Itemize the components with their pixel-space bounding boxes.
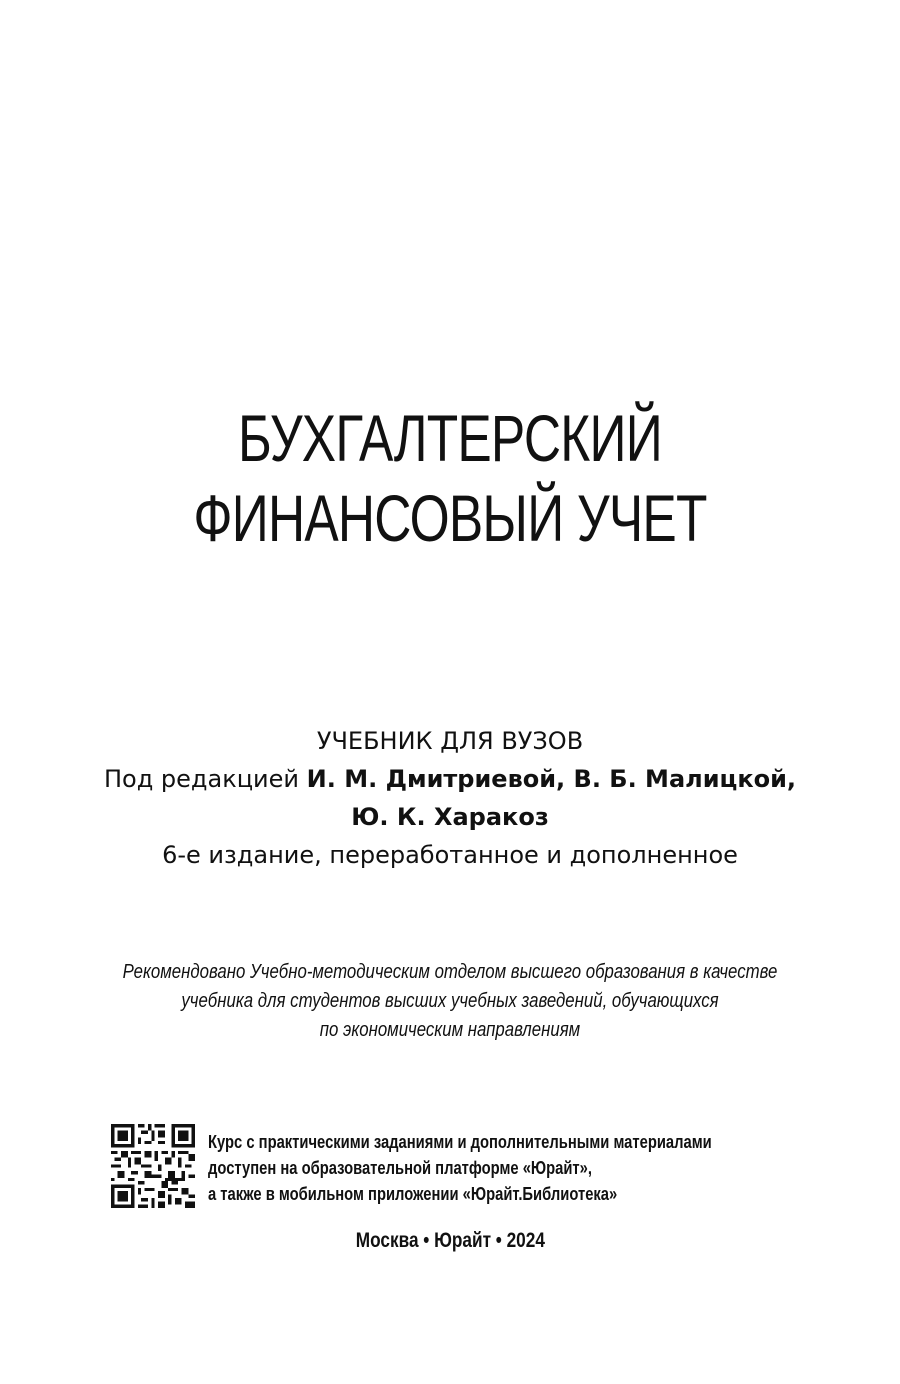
course-info-line-2: доступен на образовательной платформе «Юрайт», [208,1158,592,1178]
book-title [0,398,900,558]
course-info-line-1: Курс с практическими заданиями и дополнительными материалами [208,1132,712,1152]
book-type: УЧЕБНИК ДЛЯ ВУЗОВ [316,727,584,755]
editor-names-2: Ю. К. Харакоз [351,803,549,831]
recommendation [0,958,900,1045]
course-info-line-3: а также в мобильном приложении «Юрайт.Библиотека» [208,1184,618,1204]
editors-line-1 [0,760,900,798]
book-title-line-2: ФИНАНСОВЫЙ УЧЕТ [193,481,707,555]
recommendation-line-3: по экономическим направлениям [319,1019,581,1041]
imprint [0,1227,900,1255]
qr-code-icon[interactable] [110,1124,196,1208]
imprint-text: Москва • Юрайт • 2024 [355,1229,545,1252]
recommendation-line-2: учебника для студентов высших учебных заведений, обучающихся [181,990,719,1012]
book-title-line-1: БУХГАЛТЕРСКИЙ [238,401,662,475]
recommendation-line-1: Рекомендовано Учебно-методическим отделом высшего образования в качестве [122,961,778,983]
edition-note: 6-е издание, переработанное и дополненное [162,841,738,869]
editor-names-1: И. М. Дмитриевой, В. Б. Малицкой, [306,765,797,793]
book-meta [0,722,900,874]
editors-prefix: Под редакцией [103,765,307,793]
course-info [208,1129,848,1207]
